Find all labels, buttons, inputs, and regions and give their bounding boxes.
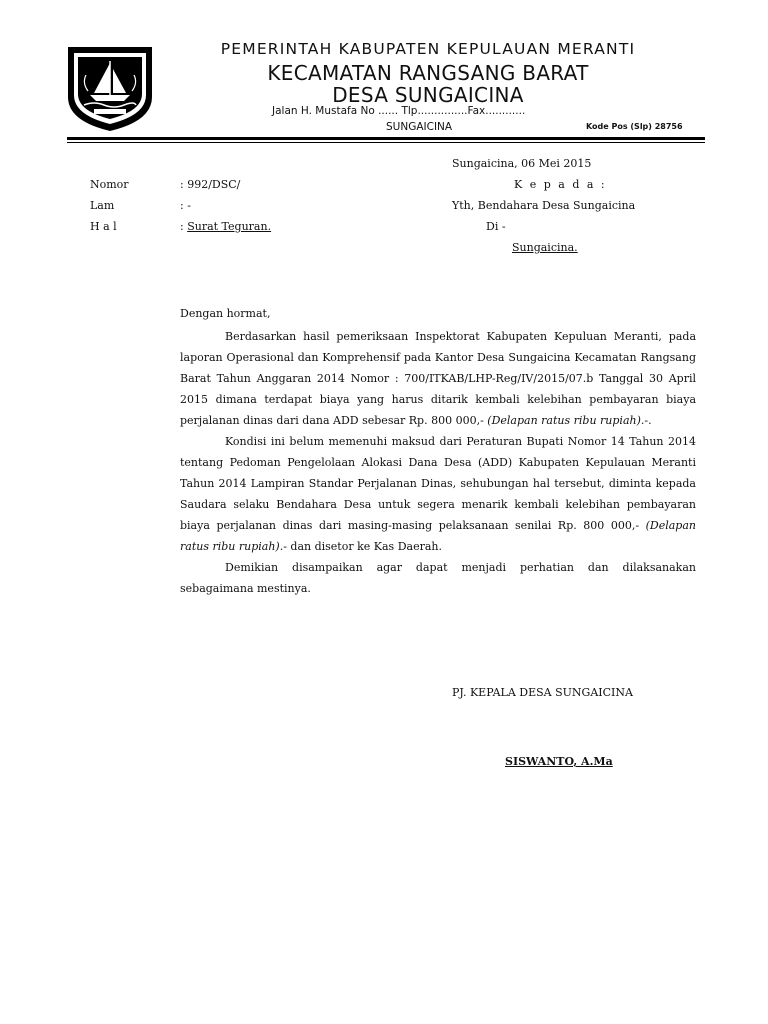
paragraph-2 — [180, 431, 696, 557]
header-postcode: Kode Pos (Slp) 28756 — [586, 122, 683, 131]
hal-value — [180, 220, 271, 233]
hal-prefix: : — [180, 220, 188, 233]
paragraph-1-end: -. — [644, 414, 652, 427]
hal-label: H a l — [90, 220, 117, 233]
letter-body — [180, 326, 696, 599]
hal-subject: Surat Teguran. — [187, 220, 272, 233]
paragraph-2-end: - dan disetor ke Kas Daerah. — [283, 540, 442, 553]
nomor-label: Nomor — [90, 178, 129, 191]
recipient-name: Yth, Bendahara Desa Sungaicina — [452, 199, 636, 212]
letter-date: Sungaicina, 06 Mei 2015 — [452, 157, 592, 170]
recipient-di: Di - — [486, 220, 506, 233]
signature-title: PJ. KEPALA DESA SUNGAICINA — [452, 686, 633, 699]
paragraph-1-text: Berdasarkan hasil pemeriksaan Inspektorat Kabupaten Kepuluan Meranti, pada laporan Operasional dan Komprehensif pada Kantor Desa Sungaicina Kecamatan Rangsang Barat Tahun Anggaran 2014 Nomor : 700/ITKAB/LHP-Reg/IV/2015/07.b Tanggal 30 April 2015 dimana terdapat biaya yang harus ditarik kembali kelebihan pembayaran biaya perjalanan dinas dari dana ADD sebesar Rp. 800 000,- — [180, 330, 696, 427]
regency-emblem-logo — [64, 43, 156, 133]
greeting: Dengan hormat, — [180, 307, 271, 320]
lampiran-value: : - — [180, 199, 191, 212]
signature-name: SISWANTO, A.Ma — [505, 755, 613, 768]
paragraph-3: Demikian disampaikan agar dapat menjadi perhatian dan dilaksanakan sebagaimana mestinya. — [180, 561, 696, 595]
header-district: KECAMATAN RANGSANG BARAT — [267, 61, 589, 85]
header-city: SUNGAICINA — [386, 121, 453, 133]
header-divider-thick — [67, 137, 705, 140]
paragraph-1-amount-words: (Delapan ratus ribu rupiah). — [487, 414, 645, 427]
paragraph-2-text: Kondisi ini belum memenuhi maksud dari Peraturan Bupati Nomor 14 Tahun 2014 tentang Pedoman Pengelolaan Alokasi Dana Desa (ADD) Kabupaten Kepulauan Meranti Tahun 2014 Lampiran Standar Perjalanan Dinas, sehubungan hal tersebut, diminta kepada Saudara selaku Bendahara Desa untuk segera menarik kembali kelebihan pembayaran biaya perjalanan dinas dari masing-masing pelaksanaan senilai Rp. 800 000,- — [180, 435, 696, 532]
paragraph-1 — [180, 326, 696, 431]
header-village: DESA SUNGAICINA — [332, 83, 524, 107]
paragraph-2-amount-words: (Delapan ratus ribu rupiah). — [180, 519, 696, 553]
recipient-kepada: K e p a d a : — [514, 178, 607, 191]
lampiran-label: Lam — [90, 199, 115, 212]
header-government: PEMERINTAH KABUPATEN KEPULAUAN MERANTI — [220, 40, 636, 58]
nomor-value: : 992/DSC/ — [180, 178, 241, 191]
recipient-place: Sungaicina. — [512, 241, 578, 254]
header-divider-thin — [67, 142, 705, 143]
header-address: Jalan H. Mustafa No ...... Tlp...............Fax............ — [272, 105, 526, 117]
